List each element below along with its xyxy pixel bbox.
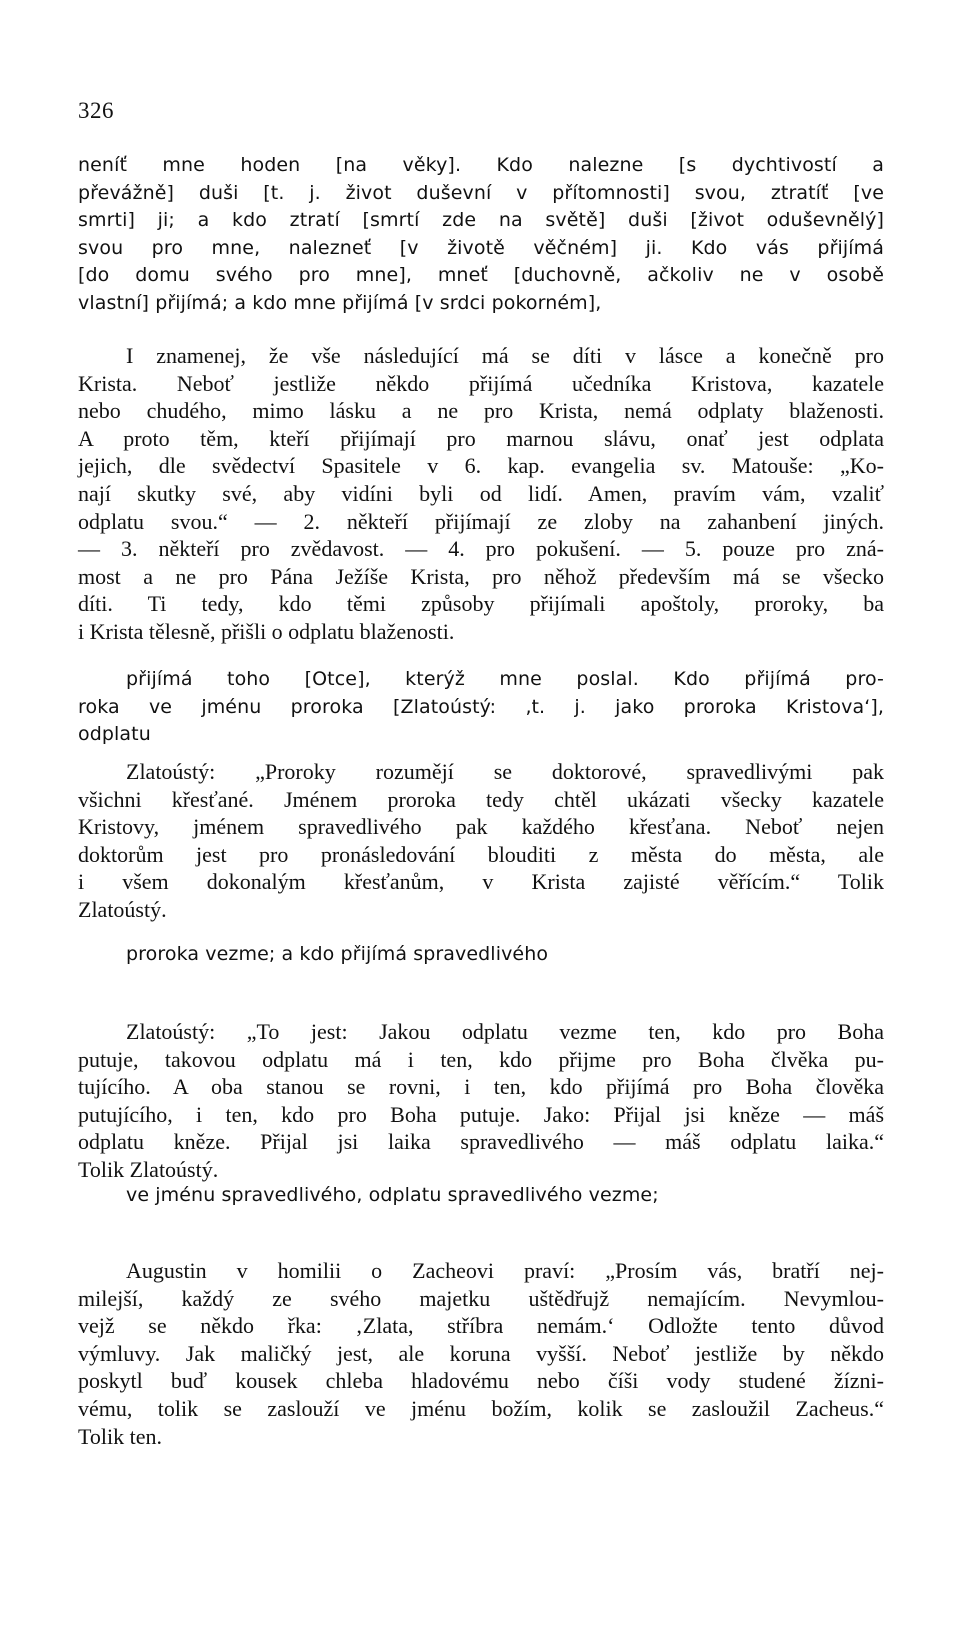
gospel-line: svou pro mne, nalezneť [v životě věčném] ji. Kdo vás přijímá xyxy=(78,236,884,259)
commentary-line: Tolik Zlatoústý. xyxy=(78,1156,219,1182)
commentary-line: Tolik ten. xyxy=(78,1423,163,1449)
commentary-line: i Krista tělesně, přišli o odplatu blaženosti. xyxy=(78,618,455,644)
commentary-line: Augustin v homilii o Zacheovi praví: „Prosím vás, bratří nej- xyxy=(126,1258,884,1283)
commentary-line: Krista. Neboť jestliže někdo přijímá učedníka Kristova, kazatele xyxy=(78,370,884,396)
commentary-line: díti. Ti tedy, kdo těmi způsoby přijímali apoštoly, proroky, ba xyxy=(78,591,884,617)
commentary-line: A proto těm, kteří přijímají pro marnou slávu, onať jest odplata xyxy=(78,425,884,451)
gospel-line: odplatu xyxy=(78,723,151,746)
gospel-passage-1 xyxy=(78,152,884,318)
gospel-passage-3 xyxy=(78,941,884,969)
page-number: 326 xyxy=(78,98,114,123)
gospel-line: roka ve jménu proroka [Zlatoústý: ‚t. j. jako proroka Kristova‘], xyxy=(78,695,884,718)
gospel-line: přijímá toho [Otce], kterýž mne poslal. Kdo přijímá pro- xyxy=(126,668,884,690)
commentary-paragraph-4 xyxy=(78,1257,884,1450)
commentary-line: Kristovy, jménem spravedlivého pak každého křesťana. Neboť nejen xyxy=(78,814,884,840)
gospel-line: převážně] duši [t. j. život duševní v přítomnosti] svou, ztratíť [ve xyxy=(78,181,884,204)
commentary-line: milejší, každý ze svého majetku uštědřujž nemajícím. Nevymlou- xyxy=(78,1285,884,1311)
commentary-line: vému, tolik se zaslouží ve jménu božím, kolik se zasloužil Zacheus.“ xyxy=(78,1395,884,1421)
commentary-line: I znamenej, že vše následující má se díti v lásce a konečně pro xyxy=(126,343,884,368)
gospel-line: proroka vezme; a kdo přijímá spravedlivého xyxy=(126,943,549,965)
commentary-line: nebo chudého, mimo lásku a ne pro Krista, nemá odplaty blaženosti. xyxy=(78,398,884,424)
commentary-line: doktorům jest pro pronásledování blouditi z města do města, ale xyxy=(78,841,884,867)
commentary-line: i všem dokonalým křesťanům, v Krista zajisté věřícím.“ Tolik xyxy=(78,869,884,895)
commentary-paragraph-2 xyxy=(78,758,884,924)
commentary-line: putuje, takovou odplatu má i ten, kdo přijme pro Boha člvěka pu- xyxy=(78,1046,884,1072)
commentary-line: výmluvy. Jak maličký jest, ale koruna vyšší. Neboť jestliže by někdo xyxy=(78,1340,884,1366)
commentary-paragraph-1 xyxy=(78,342,884,646)
gospel-line: ve jménu spravedlivého, odplatu spravedlivého vezme; xyxy=(126,1184,659,1206)
gospel-line: smrti] ji; a kdo ztratí [smrtí zde na světě] duši [život oduševnělý] xyxy=(78,209,884,232)
commentary-paragraph-3 xyxy=(78,1018,884,1184)
gospel-passage-4 xyxy=(78,1182,884,1210)
commentary-line: odplatu kněze. Přijal jsi laika spravedlivého — máš odplatu laika.“ xyxy=(78,1129,884,1155)
gospel-passage-2 xyxy=(78,666,884,749)
commentary-line: most a ne pro Pána Ježíše Krista, pro něhož především má se všecko xyxy=(78,563,884,589)
commentary-line: tujícího. A oba stanou se rovni, i ten, kdo přijímá pro Boha člověka xyxy=(78,1074,884,1100)
commentary-line: odplatu svou.“ — 2. někteří přijímají ze zloby na zahanbení jiných. xyxy=(78,508,884,534)
commentary-line: putujícího, i ten, kdo pro Boha putuje. Jako: Přijal jsi kněze — máš xyxy=(78,1101,884,1127)
gospel-line: neníť mne hoden [na věky]. Kdo nalezne [s dychtivostí a xyxy=(78,154,884,176)
commentary-line: — 3. někteří pro zvědavost. — 4. pro pokušení. — 5. pouze pro zná- xyxy=(78,536,884,562)
commentary-line: vejž se někdo řka: ‚Zlata, stříbra nemám.‘ Odložte tento důvod xyxy=(78,1313,884,1339)
commentary-line: Zlatoústý. xyxy=(78,896,167,922)
commentary-line: Zlatoústý: „Proroky rozumějí se doktorové, spravedlivými pak xyxy=(126,759,884,784)
commentary-line: poskytl buď kousek chleba hladovému nebo číši vody studené žízni- xyxy=(78,1368,884,1394)
commentary-line: nají skutky své, aby vidíni byli od lidí. Amen, pravím vám, vzaliť xyxy=(78,480,884,506)
commentary-line: jejich, dle svědectví Spasitele v 6. kap. evangelia sv. Matouše: „Ko- xyxy=(78,453,884,479)
gospel-line: vlastní] přijímá; a kdo mne přijímá [v srdci pokorném], xyxy=(78,291,602,314)
gospel-line: [do domu svého pro mne], mneť [duchovně, ačkoliv ne v osobě xyxy=(78,264,884,287)
commentary-line: všichni křesťané. Jménem proroka tedy chtěl ukázati všecky kazatele xyxy=(78,786,884,812)
commentary-line: Zlatoústý: „To jest: Jakou odplatu vezme ten, kdo pro Boha xyxy=(126,1019,884,1044)
